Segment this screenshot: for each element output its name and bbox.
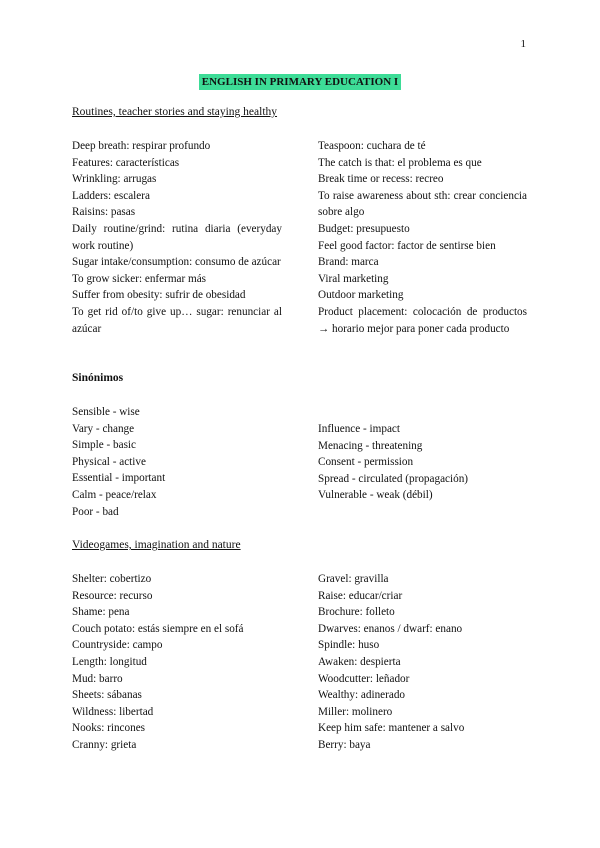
- vocab-entry: Viral marketing: [318, 272, 389, 285]
- vocab-entry: Berry: baya: [318, 738, 371, 751]
- vocab-entry: Outdoor marketing: [318, 289, 404, 302]
- vocab-entry: Raise: educar/criar: [318, 589, 403, 602]
- vocab-entry: Gravel: gravilla: [318, 573, 389, 585]
- vocab-entry: Daily routine/grind: rutina diaria (everyday work routine): [72, 222, 282, 252]
- section3-left-column: [72, 571, 282, 754]
- vocab-entry: Shame: pena: [72, 606, 130, 619]
- vocab-entry: Resource: recurso: [72, 589, 153, 602]
- section-heading-videogames: Videogames, imagination and nature: [72, 539, 241, 551]
- synonym-entry: Essential - important: [72, 472, 166, 485]
- synonym-entry: Simple - basic: [72, 439, 137, 452]
- section2-left-column: [72, 404, 282, 520]
- page-number: 1: [520, 38, 526, 50]
- vocab-entry: The catch is that: el problema es que: [318, 156, 482, 169]
- vocab-entry: Keep him safe: mantener a salvo: [318, 722, 465, 735]
- section1-right-column: [318, 138, 527, 337]
- document-title: ENGLISH IN PRIMARY EDUCATION I: [199, 74, 401, 90]
- vocab-entry: To raise awareness about sth: crear conciencia sobre algo: [318, 189, 527, 219]
- section1-left-column: [72, 138, 282, 337]
- vocab-entry: Awaken: despierta: [318, 655, 401, 668]
- vocab-entry: Shelter: cobertizo: [72, 573, 152, 585]
- vocab-entry: Feel good factor: factor de sentirse bien: [318, 239, 496, 252]
- vocab-entry: Dwarves: enanos / dwarf: enano: [318, 622, 463, 635]
- vocab-entry: Mud: barro: [72, 672, 123, 685]
- section3-right-column: [318, 571, 527, 754]
- vocab-entry: Spindle: huso: [318, 639, 380, 652]
- synonym-entry: Vulnerable - weak (débil): [318, 489, 433, 502]
- synonym-entry: Poor - bad: [72, 505, 119, 518]
- vocab-entry: Sheets: sábanas: [72, 689, 142, 702]
- vocab-entry: Miller: molinero: [318, 705, 393, 718]
- vocab-entry: Raisins: pasas: [72, 206, 136, 219]
- vocab-entry: Features: características: [72, 156, 180, 169]
- vocab-entry: Ladders: escalera: [72, 189, 150, 202]
- vocab-entry: Wrinkling: arrugas: [72, 173, 157, 186]
- synonym-entry: Calm - peace/relax: [72, 488, 157, 501]
- vocab-entry: Suffer from obesity: sufrir de obesidad: [72, 289, 246, 302]
- vocab-entry: Deep breath: respirar profundo: [72, 140, 211, 152]
- section-heading-sinonimos: Sinónimos: [72, 372, 124, 384]
- vocab-entry: Brochure: folleto: [318, 606, 395, 619]
- synonym-entry: Consent - permission: [318, 456, 414, 469]
- vocab-entry: Cranny: grieta: [72, 738, 137, 751]
- vocab-entry: Wildness: libertad: [72, 705, 154, 718]
- synonym-entry: Spread - circulated (propagación): [318, 472, 469, 485]
- vocab-entry: Teaspoon: cuchara de té: [318, 140, 426, 152]
- vocab-entry: Countryside: campo: [72, 639, 163, 652]
- vocab-entry: Brand: marca: [318, 256, 379, 269]
- synonym-entry: Menacing - threatening: [318, 439, 423, 452]
- vocab-entry: Length: longitud: [72, 655, 147, 668]
- section-heading-routines: Routines, teacher stories and staying healthy: [72, 106, 278, 118]
- vocab-entry: To grow sicker: enfermar más: [72, 272, 207, 285]
- title-block: [0, 72, 600, 90]
- vocab-entry: To get rid of/to give up… sugar: renunciar al azúcar: [72, 305, 282, 335]
- vocab-entry: Wealthy: adinerado: [318, 689, 406, 702]
- section2-right-column: [318, 421, 527, 504]
- synonym-entry: Sensible - wise: [72, 406, 140, 418]
- vocab-entry: Product placement: colocación de productos → horario mejor para poner cada producto: [318, 305, 527, 335]
- vocab-entry: Couch potato: estás siempre en el sofá: [72, 622, 244, 635]
- synonym-entry: Vary - change: [72, 422, 135, 435]
- vocab-entry: Break time or recess: recreo: [318, 173, 444, 186]
- vocab-entry: Nooks: rincones: [72, 722, 146, 735]
- vocab-entry: Woodcutter: leñador: [318, 672, 410, 685]
- synonym-entry: Physical - active: [72, 455, 146, 468]
- vocab-entry: Budget: presupuesto: [318, 222, 410, 235]
- vocab-entry: Sugar intake/consumption: consumo de azúcar: [72, 256, 281, 269]
- synonym-entry: Influence - impact: [318, 423, 400, 435]
